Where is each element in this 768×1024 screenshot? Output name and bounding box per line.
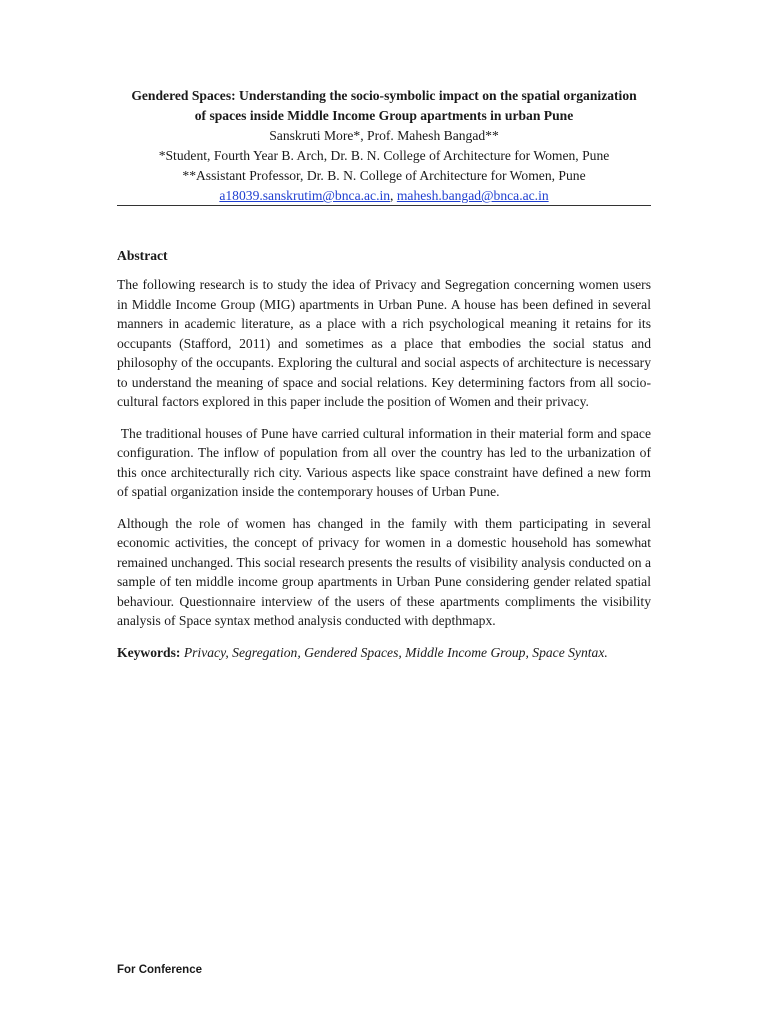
email-separator: , <box>390 188 397 203</box>
footer-note: For Conference <box>117 964 202 976</box>
keywords-line <box>117 643 651 663</box>
paper-title-line-2: of spaces inside Middle Income Group apartments in urban Pune <box>194 108 574 123</box>
paper-header <box>117 86 651 206</box>
email-line <box>117 186 651 206</box>
keywords-list: Privacy, Segregation, Gendered Spaces, Middle Income Group, Space Syntax. <box>180 644 608 660</box>
header-divider <box>117 205 651 206</box>
abstract-paragraph-1: The following research is to study the idea of Privacy and Segregation concerning women users in Middle Income Group (MIG) apartments in Urban Pune. A house has been defined in several manners in academic literature, as a place with a rich psychological meaning it retains for its occupants (Stafford, 2011) and sometimes as a place that embodies the social status and philosophy of the occupants. Exploring the cultural and social aspects of architecture is necessary to understand the meaning of space and social relations. Key determining factors from all socio-cultural factors explored in this paper include the position of Women and their privacy. <box>117 277 651 409</box>
keywords-label: Keywords: <box>117 644 181 660</box>
email-link-professor[interactable]: mahesh.bangad@bnca.ac.in <box>396 188 549 203</box>
affiliation-professor: **Assistant Professor, Dr. B. N. College of Architecture for Women, Pune <box>182 168 586 183</box>
abstract-paragraph-3: Although the role of women has changed in the family with them participating in several economic activities, the concept of privacy for women in a domestic household has somewhat remained unchanged. This social research presents the results of visibility analysis conducted on a sample of ten middle income group apartments in Urban Pune considering gender related spatial behaviour. Questionnaire interview of the users of these apartments compliments the visibility analysis of Space syntax method analysis conducted with depthmapx. <box>117 515 651 628</box>
paper-title-line-1: Gendered Spaces: Understanding the socio-symbolic impact on the spatial organization <box>131 88 637 103</box>
abstract-paragraph-2: The traditional houses of Pune have carried cultural information in their material form and space configuration. The inflow of population from all over the country has led to the urbanization of this once architecturally rich city. Various aspects like space constraint have defined a new form of spatial organization inside the contemporary houses of Urban Pune. <box>117 425 655 499</box>
affiliation-student: *Student, Fourth Year B. Arch, Dr. B. N. College of Architecture for Women, Pune <box>158 148 610 163</box>
email-link-student[interactable]: a18039.sanskrutim@bnca.ac.in <box>219 188 391 203</box>
abstract-section <box>117 246 655 662</box>
abstract-heading: Abstract <box>117 248 168 263</box>
authors-line: Sanskruti More*, Prof. Mahesh Bangad** <box>269 128 499 143</box>
